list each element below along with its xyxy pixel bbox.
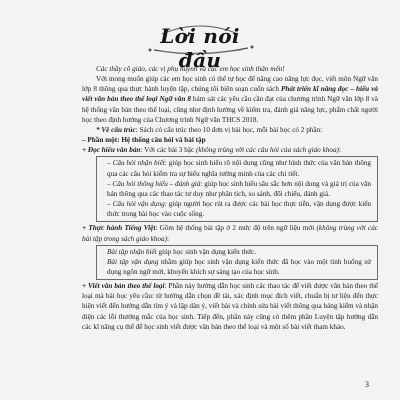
vietnamese-label: + Thực hành Tiếng Việt: [82, 224, 156, 233]
reading-item-label: Câu hỏi thông hiểu – đánh giá: [112, 179, 201, 188]
reading-text: : Với các bài 3 bậc: [140, 146, 196, 155]
page-title: Lời nói đầu: [160, 24, 240, 72]
vietnamese-item-label: Bài tập vận dụng: [107, 257, 159, 266]
structure-label: * Về cấu trúc: [96, 125, 136, 134]
intro-paragraph: [82, 74, 378, 125]
writing-paragraph: [82, 281, 378, 332]
part-one-heading: – Phần một: Hệ thống câu hỏi và bài tập: [82, 136, 206, 145]
vietnamese-item-text: giúp học sinh vận dụng kiến thức.: [156, 247, 257, 256]
reading-item: – Câu hỏi nhận biết: giúp học sinh hiểu rõ nội dung cũng như hình thức của văn bản thông qua các câu hỏi kiểm tra sự hiểu nghĩa tường minh của các chi tiết.: [107, 159, 371, 178]
vietnamese-item: [107, 247, 371, 257]
writing-label: + Viết văn bản theo thể loại: [82, 282, 165, 291]
reading-item-text: : giúp học sinh hiểu rõ nội dung cũng như hình thức của văn bản thông qua các câu hỏi kiểm tra sự hiểu nghĩa tường minh của các chi tiết.: [107, 159, 371, 178]
structure-text: : Sách có cấu trúc theo 10 đơn vị bài học, mỗi bài học có 2 phần:: [135, 125, 323, 134]
structure-paragraph: [82, 125, 378, 135]
vietnamese-end: :: [166, 234, 169, 243]
vietnamese-item: [107, 257, 371, 277]
reading-item-label: Câu hỏi vận dụng: [112, 200, 165, 209]
reading-end: :: [338, 146, 341, 155]
vietnamese-item-text: nhằm giúp học sinh vận dụng kiến thức đã học vào một tình huống sử dụng ngôn ngữ mới, khuyến khích sự sáng tạo của học sinh.: [107, 257, 371, 276]
vietnamese-note: (không trùng với các bài tập trong sách giáo khoa): [82, 224, 378, 243]
greeting: Các thầy cô giáo, các vị phụ huynh và các em học sinh thân mến!: [96, 65, 285, 73]
vietnamese-heading: [82, 223, 378, 243]
vietnamese-item-label: Bài tập nhận biết: [107, 247, 157, 256]
reading-item: – Câu hỏi vận dụng: giúp người học rút ra được các bài học thực tiễn, vận dụng được kiến thức trong bài học vào cuộc sống.: [107, 200, 371, 219]
reading-item-text: : giúp học sinh hiểu sâu sắc hơn nội dung và giá trị của văn bản thông qua các thao tác tư duy như phân tích, so sánh, đối chiếu, đánh giá.: [107, 179, 371, 198]
reading-label: + Đọc hiểu văn bản: [82, 146, 141, 155]
reading-item-label: Câu hỏi nhận biết: [112, 159, 165, 168]
reading-item: – Câu hỏi thông hiểu – đánh giá: giúp học sinh hiểu sâu sắc hơn nội dung và giá trị của văn bản thông qua các thao tác tư duy như phân tích, so sánh, đối chiếu, đánh giá.: [107, 179, 371, 198]
reading-box: [96, 156, 378, 222]
body-text: [82, 64, 378, 332]
intro-text-2: bám sát các yêu cầu cần đạt của chương trình Ngữ văn lớp 8 và hệ thống văn bản theo thể loại, cũng như định hướng về kiểm tra, đánh giá năng lực, phẩm chất người học theo định hướng của Chương trình Ngữ văn THCS 2018.: [82, 95, 378, 124]
page-number: 3: [365, 380, 369, 389]
vietnamese-text: : Gồm hệ thống bài tập ở 2 mức độ trên ngữ liệu mới: [155, 224, 317, 233]
intro-text-1: Với mong muốn giúp các em học sinh có thể tự học để nâng cao năng lực đọc, viết môn Ngữ văn lớp 8 thông qua thực hành luyện tập, chúng tôi biên soạn cuốn sách: [82, 75, 378, 94]
reading-heading: [82, 145, 378, 155]
reading-note: (không trùng với các câu hỏi của sách giáo khoa): [195, 146, 339, 155]
vietnamese-box: [96, 245, 378, 280]
banner-left-dot: [149, 49, 152, 52]
writing-text: : Phần này hướng dẫn học sinh các thao tác để viết được văn bản theo thể loại mà bài học yêu cầu: từ hướng dẫn chọn đề tài, xác định mục đích viết, chuẩn bị tư liệu đến thực hiện viết đến hướng dẫn tìm ý và lập dàn ý, viết bài và chỉnh sửa bài viết thông qua bảng kiểm và nhận diện các lỗi thường mắc của học sinh. Tiếp đến, phần này cũng có thêm phần Luyện tập hướng dẫn các kĩ năng cụ thể để học sinh viết được văn bản theo thể loại và một số bài viết tham khảo.: [82, 282, 378, 331]
reading-item-text: : giúp người học rút ra được các bài học thực tiễn, vận dụng được kiến thức trong bài học vào cuộc sống.: [107, 200, 371, 219]
book-title: Phát triển kĩ năng đọc – hiểu và viết văn bản theo thể loại Ngữ văn 8: [82, 85, 379, 104]
